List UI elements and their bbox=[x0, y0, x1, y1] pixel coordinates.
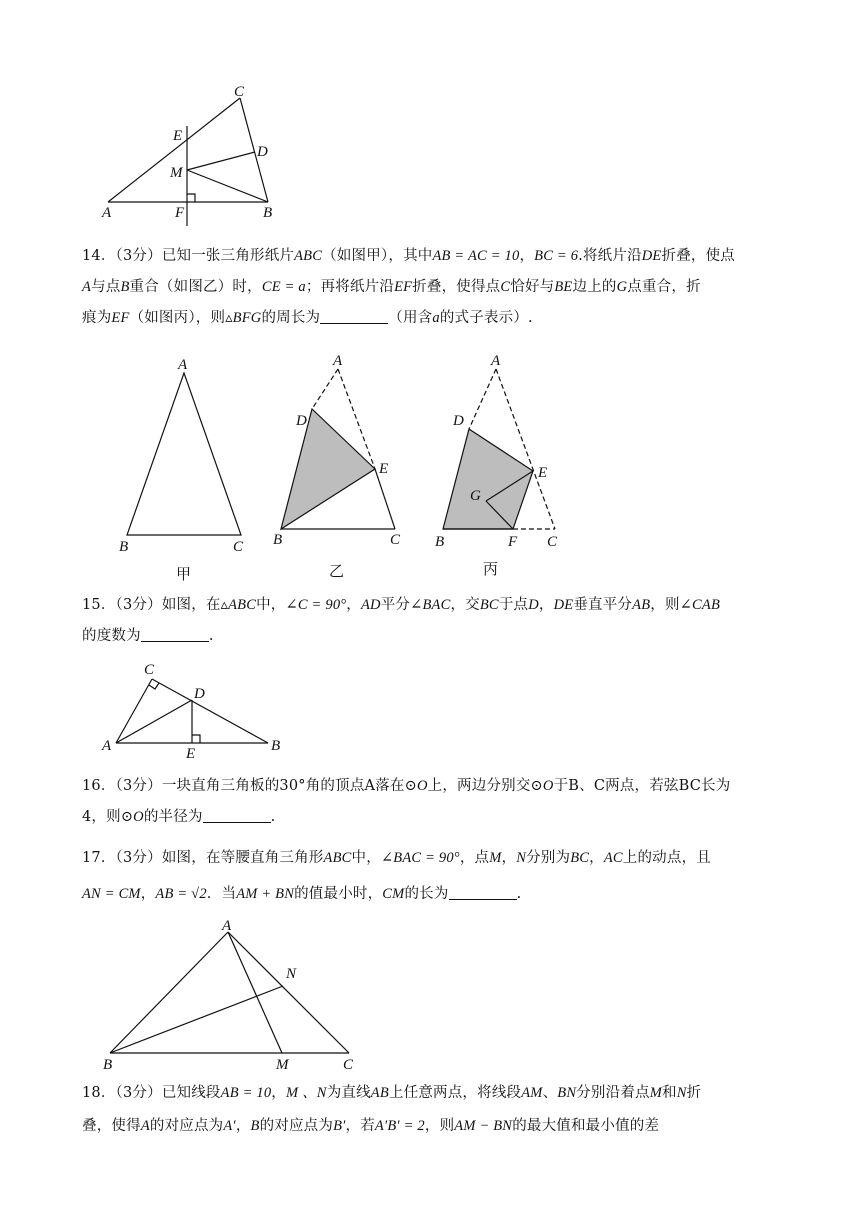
question-18 bbox=[82, 1077, 812, 1143]
label-E: E bbox=[173, 128, 183, 144]
label-D: D bbox=[194, 686, 205, 702]
triangle-diagram-q15 bbox=[100, 656, 300, 760]
bing-label-G: G bbox=[470, 488, 481, 504]
figure-q13 bbox=[100, 86, 290, 226]
label-B: B bbox=[103, 1057, 113, 1073]
q15-line-2: 的度数为 . bbox=[82, 628, 214, 644]
q18-line-1: 18．（3分）已知线段AB = 10，M 、N为直线AB上任意两点，将线段AM、BN分别沿着点M和N折 bbox=[82, 1085, 702, 1101]
fold-diagrams-q14 bbox=[100, 345, 570, 585]
q16-line-1: 16．（3分）一块直角三角板的30°角的顶点A落在⊙O上，两边分别交⊙O于B、C两点，若弦BC长为 bbox=[82, 778, 731, 794]
answer-blank[interactable] bbox=[203, 808, 271, 823]
figure-q15 bbox=[100, 656, 300, 760]
answer-blank[interactable] bbox=[449, 885, 517, 900]
caption-bing: 丙 bbox=[483, 560, 499, 578]
jia-label-B: B bbox=[119, 539, 129, 555]
label-F: F bbox=[175, 205, 185, 221]
q17-line-1: 17．（3分）如图，在等腰直角三角形ABC中，∠BAC = 90°，点M，N分别为BC，AC上的动点，且 bbox=[82, 850, 711, 866]
bing-label-B: B bbox=[435, 534, 445, 550]
caption-yi: 乙 bbox=[329, 562, 345, 580]
figure-q17 bbox=[100, 916, 370, 1072]
question-17 bbox=[82, 840, 812, 912]
label-A: A bbox=[102, 205, 112, 221]
label-A: A bbox=[102, 738, 112, 754]
yi-label-C: C bbox=[390, 532, 401, 548]
triangle-diagram-q13 bbox=[100, 86, 290, 226]
bing-label-A: A bbox=[491, 353, 501, 369]
label-A: A bbox=[222, 918, 232, 934]
bing-label-C: C bbox=[547, 534, 558, 550]
q18-line-2: 叠，使得A的对应点为A′，B的对应点为B′，若A′B′ = 2，则AM − BN的最大值和最小值的差 bbox=[82, 1118, 660, 1134]
q16-line-2: 4，则⊙O的半径为 . bbox=[82, 809, 276, 825]
label-M: M bbox=[276, 1057, 289, 1073]
question-14 bbox=[82, 241, 812, 334]
label-C: C bbox=[144, 662, 155, 678]
caption-jia: 甲 bbox=[176, 565, 192, 583]
yi-label-B: B bbox=[273, 532, 283, 548]
jia-label-A: A bbox=[178, 357, 188, 373]
label-D: D bbox=[257, 144, 268, 160]
triangle-diagram-q17 bbox=[100, 916, 370, 1072]
yi-label-A: A bbox=[333, 353, 343, 369]
answer-blank[interactable] bbox=[141, 627, 209, 642]
bing-label-D: D bbox=[453, 413, 464, 429]
yi-label-D: D bbox=[296, 413, 307, 429]
label-B: B bbox=[263, 205, 273, 221]
q15-line-1: 15．（3分）如图，在▵ABC中，∠C = 90°，AD平分∠BAC，交BC于点D，DE垂直平分AB，则∠CAB bbox=[82, 597, 721, 613]
q14-line-2: A与点B重合（如图乙）时，CE = a；再将纸片沿EF折叠，使得点C恰好与BE边上的G点重合，折 bbox=[82, 279, 701, 295]
label-B: B bbox=[271, 738, 281, 754]
answer-blank[interactable] bbox=[320, 309, 388, 324]
label-C: C bbox=[234, 84, 245, 100]
figure-q14 bbox=[100, 345, 570, 585]
label-C: C bbox=[343, 1057, 354, 1073]
label-E: E bbox=[186, 746, 196, 762]
q14-line-3: 痕为EF（如图丙），则▵BFG的周长为 （用含a的式子表示）. bbox=[82, 310, 533, 326]
question-15 bbox=[82, 590, 812, 652]
q14-line-1: 14．（3分）已知一张三角形纸片ABC（如图甲），其中AB = AC = 10，BC = 6.将纸片沿DE折叠，使点 bbox=[82, 248, 735, 264]
question-16 bbox=[82, 771, 812, 833]
label-N: N bbox=[286, 966, 297, 982]
label-M: M bbox=[170, 165, 183, 181]
yi-label-E: E bbox=[379, 461, 389, 477]
jia-label-C: C bbox=[233, 539, 244, 555]
q17-line-2: AN = CM，AB = √2．当AM + BN的值最小时，CM的长为 . bbox=[82, 886, 522, 902]
bing-label-E: E bbox=[538, 465, 548, 481]
bing-label-F: F bbox=[508, 534, 518, 550]
